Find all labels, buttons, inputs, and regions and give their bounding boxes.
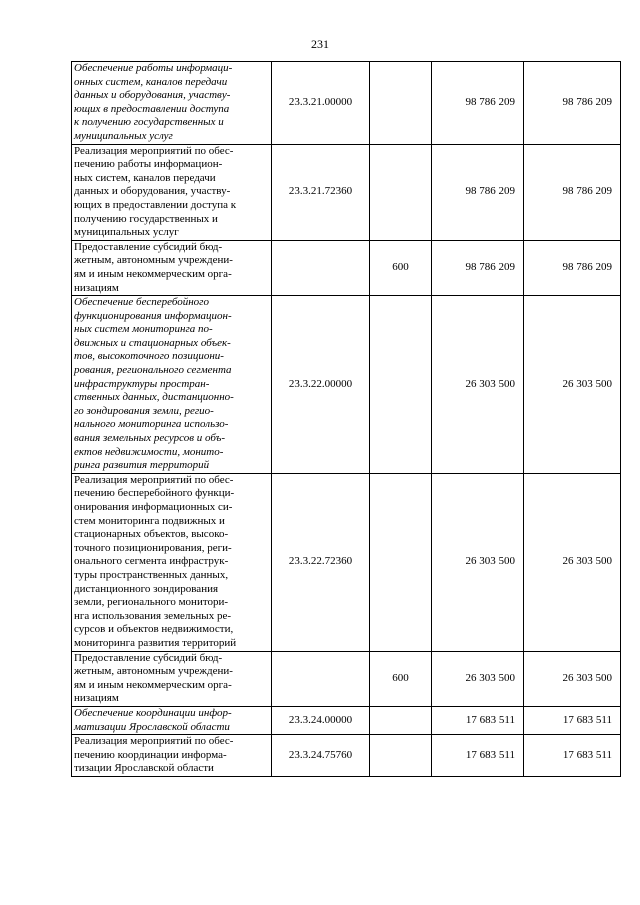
item-name-line: ринга развития территорий xyxy=(74,459,210,472)
program-code-cell xyxy=(272,240,370,295)
table-row xyxy=(72,651,621,706)
item-name-line: жетным, автономным учреждени- xyxy=(74,254,233,267)
item-name-line: ям и иным некоммерческим орга- xyxy=(74,678,232,691)
item-name-line: ям и иным некоммерческим орга- xyxy=(74,267,232,280)
amount-cell-2: 26 303 500 xyxy=(524,651,621,706)
item-name-line: нга использования земельных ре- xyxy=(74,609,231,622)
item-name-line: к получению государственных и xyxy=(74,116,224,129)
item-name-line: Реализация мероприятий по обес- xyxy=(74,144,234,157)
item-name-cell xyxy=(72,144,272,240)
item-name-line: точного позиционирования, реги- xyxy=(74,541,232,554)
item-name-line: онального сегмента инфраструк- xyxy=(74,555,229,568)
amount-cell-2: 26 303 500 xyxy=(524,296,621,474)
item-name-line: Реализация мероприятий по обес- xyxy=(74,473,234,486)
expense-type-cell xyxy=(370,473,432,651)
table-row xyxy=(72,240,621,295)
item-name-line: данных и оборудования, участву- xyxy=(74,185,231,198)
expense-type-cell xyxy=(370,296,432,474)
item-name-line: онирования информационных си- xyxy=(74,501,233,513)
item-name-line: Предоставление субсидий бюд- xyxy=(74,651,223,664)
budget-table xyxy=(71,61,621,777)
amount-cell-1: 17 683 511 xyxy=(432,735,524,777)
amount-cell-1: 26 303 500 xyxy=(432,296,524,474)
item-name-line: матизации Ярославской области xyxy=(74,720,230,733)
table-body xyxy=(72,62,621,777)
expense-type-cell xyxy=(370,144,432,240)
program-code-cell: 23.3.24.00000 xyxy=(272,706,370,734)
expense-type-cell xyxy=(370,735,432,777)
expense-type-cell: 600 xyxy=(370,651,432,706)
expense-type-cell xyxy=(370,62,432,145)
item-name-cell xyxy=(72,651,272,706)
item-name-line: ных систем мониторинга по- xyxy=(74,323,213,336)
item-name-line: движных и стационарных объек- xyxy=(74,336,231,349)
amount-cell-2: 98 786 209 xyxy=(524,240,621,295)
item-name-line: тов, высокоточного позициони- xyxy=(74,350,224,363)
amount-cell-1: 98 786 209 xyxy=(432,144,524,240)
item-name-cell xyxy=(72,240,272,295)
amount-cell-2: 98 786 209 xyxy=(524,144,621,240)
item-name-line: муниципальных услуг xyxy=(74,226,179,239)
item-name-line: муниципальных услуг xyxy=(74,129,173,142)
item-name-line: жетным, автономным учреждени- xyxy=(74,665,233,678)
item-name-line: туры пространственных данных, xyxy=(74,568,229,581)
item-name-line: Обеспечение работы информаци- xyxy=(74,62,233,74)
table-row xyxy=(72,735,621,777)
amount-cell-2: 17 683 511 xyxy=(524,706,621,734)
item-name-line: получению государственных и xyxy=(74,212,218,225)
table-row xyxy=(72,144,621,240)
program-code-cell: 23.3.24.75760 xyxy=(272,735,370,777)
item-name-line: ющих в предоставлении доступа к xyxy=(74,198,237,211)
item-name-line: вания земельных ресурсов и объ- xyxy=(74,432,226,445)
item-name-line: Обеспечение бесперебойного xyxy=(74,296,209,309)
item-name-line: ных систем, каналов передачи xyxy=(74,171,216,184)
item-name-cell xyxy=(72,62,272,145)
amount-cell-1: 26 303 500 xyxy=(432,473,524,651)
item-name-line: стационарных объектов, высоко- xyxy=(74,528,229,541)
item-name-cell xyxy=(72,473,272,651)
item-name-line: данных и оборудования, участву- xyxy=(74,89,231,102)
program-code-cell: 23.3.22.72360 xyxy=(272,473,370,651)
item-name-line: функционирования информацион- xyxy=(74,309,232,322)
item-name-line: стем мониторинга подвижных и xyxy=(74,514,225,527)
item-name-line: низациям xyxy=(74,692,119,705)
item-name-line: рования, регионального сегмента xyxy=(74,364,232,377)
program-code-cell xyxy=(272,651,370,706)
program-code-cell: 23.3.21.00000 xyxy=(272,62,370,145)
amount-cell-2: 17 683 511 xyxy=(524,735,621,777)
item-name-line: Реализация мероприятий по обес- xyxy=(74,735,234,748)
item-name-line: онных систем, каналов передачи xyxy=(74,75,228,88)
item-name-line: сурсов и объектов недвижимости, xyxy=(74,623,234,636)
program-code-cell: 23.3.22.00000 xyxy=(272,296,370,474)
item-name-cell xyxy=(72,296,272,474)
expense-type-cell xyxy=(370,706,432,734)
item-name-line: низациям xyxy=(74,281,119,294)
item-name-line: инфраструктуры простран- xyxy=(74,377,210,390)
item-name-line: печению бесперебойного функци- xyxy=(74,487,235,500)
item-name-line: ектов недвижимости, монито- xyxy=(74,445,224,458)
amount-cell-2: 26 303 500 xyxy=(524,473,621,651)
item-name-line: Обеспечение координации инфор- xyxy=(74,706,232,719)
amount-cell-1: 17 683 511 xyxy=(432,706,524,734)
item-name-line: печению работы информацион- xyxy=(74,158,223,171)
item-name-cell xyxy=(72,735,272,777)
amount-cell-2: 98 786 209 xyxy=(524,62,621,145)
table-row xyxy=(72,296,621,474)
item-name-cell xyxy=(72,706,272,734)
item-name-line: земли, регионального монитори- xyxy=(74,596,229,609)
item-name-line: тизации Ярославской области xyxy=(74,762,214,775)
item-name-line: Предоставление субсидий бюд- xyxy=(74,240,223,253)
item-name-line: дистанционного зондирования xyxy=(74,582,219,595)
item-name-line: го зондирования земли, регио- xyxy=(74,404,214,417)
amount-cell-1: 26 303 500 xyxy=(432,651,524,706)
item-name-line: нального мониторинга использо- xyxy=(74,418,229,431)
page-number: 231 xyxy=(311,37,329,51)
item-name-line: мониторинга развития территорий xyxy=(74,636,237,649)
table-row xyxy=(72,62,621,145)
table-row xyxy=(72,706,621,734)
amount-cell-1: 98 786 209 xyxy=(432,240,524,295)
table-row xyxy=(72,473,621,651)
item-name-line: ственных данных, дистанционно- xyxy=(74,391,234,404)
expense-type-cell: 600 xyxy=(370,240,432,295)
item-name-line: ющих в предоставлении доступа xyxy=(74,102,230,115)
amount-cell-1: 98 786 209 xyxy=(432,62,524,145)
program-code-cell: 23.3.21.72360 xyxy=(272,144,370,240)
item-name-line: печению координации информа- xyxy=(74,748,227,761)
